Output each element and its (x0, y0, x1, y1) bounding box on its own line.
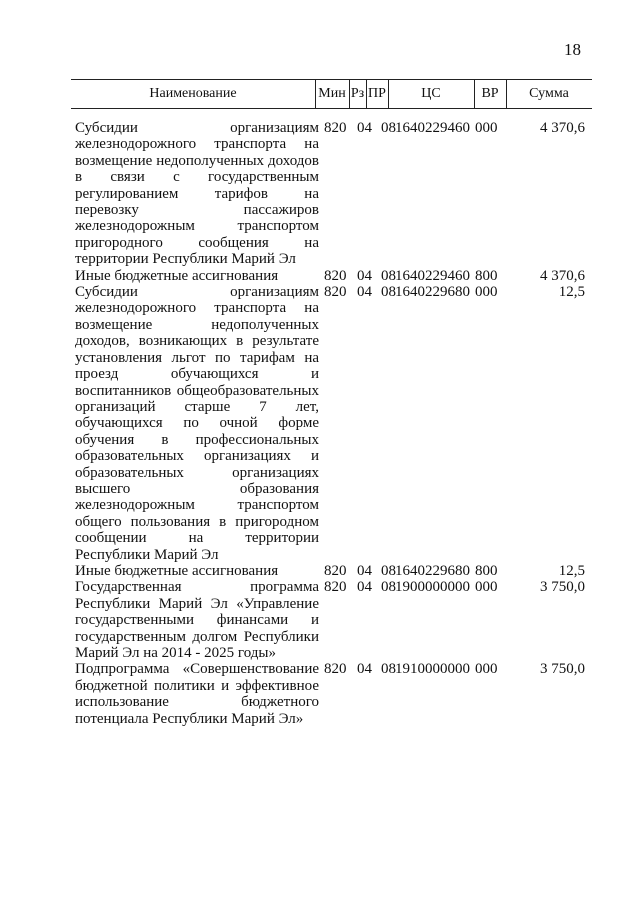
row-name: Иные бюджетные ассигнования (75, 267, 279, 284)
row-cs: 1900000000 (395, 579, 470, 596)
row-vr: 000 (475, 284, 498, 301)
row-rz: 04 (357, 562, 372, 579)
row-name: Субсидии организациям железнодорожного транспорта на возмещение недополученных доходов, возникающих в результате установления льгот по тарифам на проезд обучающихся и воспитанников общеобразовательных организаций старше 7 лет, обучающихся по очной форме обучения в профессиональных образовательных организациях и образовательных организациях высшего образования железнодорожным транспортом общего пользования в пригородном сообщении на территории Республики Марий Эл (75, 284, 319, 563)
row-cs: 1640229460 (395, 267, 470, 284)
header-vr: ВР (481, 86, 499, 101)
table-row (75, 268, 590, 284)
row-vr: 000 (475, 120, 498, 136)
row-pr: 08 (381, 284, 396, 301)
row-cs: 1910000000 (395, 661, 470, 678)
row-vr: 000 (475, 661, 498, 678)
header-sum: Сумма (529, 86, 569, 101)
row-sum: 12,5 (558, 562, 585, 579)
table-row (75, 563, 590, 579)
row-vr: 000 (475, 579, 498, 596)
row-rz: 04 (357, 284, 372, 301)
table-row (75, 284, 590, 563)
row-rz: 04 (357, 120, 372, 136)
row-vr: 800 (475, 562, 498, 579)
row-sum: 4 370,6 (540, 267, 585, 284)
row-min: 820 (324, 661, 347, 678)
row-min: 820 (324, 284, 347, 301)
row-pr: 08 (381, 562, 396, 579)
row-rz: 04 (357, 579, 372, 596)
row-name: Подпрограмма «Совершенствование бюджетной политики и эффективное использование бюджетного потенциала Республики Марий Эл» (75, 661, 319, 727)
header-pr: ПР (368, 86, 386, 101)
row-rz: 04 (357, 661, 372, 678)
row-min: 820 (324, 579, 347, 596)
row-pr: 08 (381, 661, 396, 678)
row-sum: 3 750,0 (540, 661, 585, 678)
header-cs: ЦС (421, 86, 441, 101)
row-sum: 4 370,6 (540, 120, 585, 136)
header-min: Мин (318, 86, 346, 101)
row-pr: 08 (381, 267, 396, 284)
table-header (71, 79, 592, 109)
page-number: 18 (564, 40, 581, 59)
row-vr: 800 (475, 267, 498, 284)
row-rz: 04 (357, 267, 372, 284)
table-row (75, 579, 590, 661)
row-sum: 3 750,0 (540, 579, 585, 596)
row-min: 820 (324, 562, 347, 579)
table-row (75, 661, 590, 727)
row-cs: 1640229680 (395, 284, 470, 301)
row-pr: 08 (381, 120, 396, 136)
row-min: 820 (324, 120, 347, 136)
row-sum: 12,5 (558, 284, 585, 301)
row-min: 820 (324, 267, 347, 284)
row-cs: 1640229680 (395, 562, 470, 579)
header-name: Наименование (149, 86, 237, 101)
row-pr: 08 (381, 579, 396, 596)
table-body (75, 120, 590, 727)
row-name: Государственная программа Республики Марий Эл «Управление государственными финансами и государственным долгом Республики Марий Эл на 2014 - 2025 годы» (75, 579, 319, 661)
row-cs: 1640229460 (395, 120, 470, 136)
row-name: Иные бюджетные ассигнования (75, 562, 279, 579)
row-name: Субсидии организациям железнодорожного транспорта на возмещение недополученных доходов в связи с государственным регулированием тарифов на перевозку пассажиров железнодорожным транспортом пригородного сообщения на территории Республики Марий Эл (75, 120, 319, 268)
header-rz: Рз (350, 86, 365, 101)
table-row (75, 120, 590, 268)
